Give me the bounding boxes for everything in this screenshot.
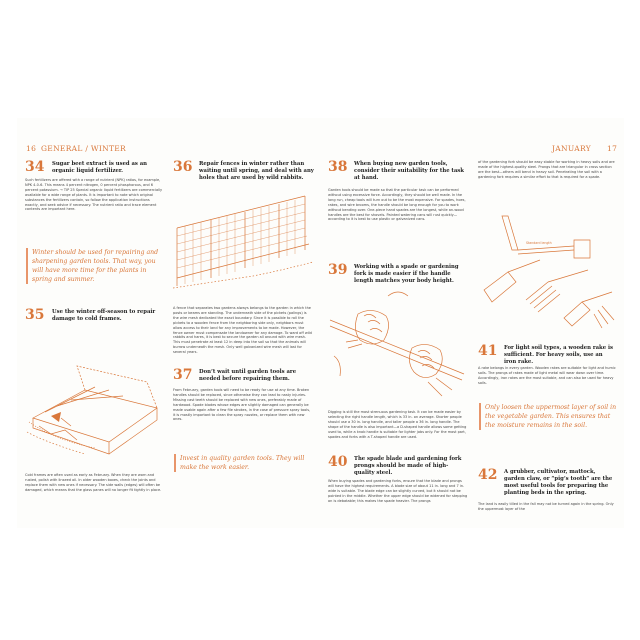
tip-34-headline: Sugar beet extract is used as an organic liquid fertilizer.	[52, 161, 148, 174]
tip-42-body: The land is easily tilled in the fall may not be turned again in the spring. Only the uppermost layer of the	[478, 502, 614, 511]
section-header-left: GENERAL / WINTER	[41, 144, 126, 153]
tip-40-number: 40	[328, 454, 348, 470]
tip-39-body: Digging is still the most strenuous gardening task. It can be made easier by selecting the right handle length, which is 33 in. on average. Shorter people should use a 30 in. long handle, and taller people a 36 in. long handle. The shape of the handle is also important—a D-shaped handle allows some getting used to, while a knob handle is suitable for lighter jobs only. For the most part, spades and forks with a T-shaped handle are used.	[328, 410, 467, 439]
hands-on-handle-illustration	[328, 286, 468, 406]
left-page	[17, 118, 320, 528]
tip-41-number: 41	[478, 343, 498, 359]
tip-35-number: 35	[25, 307, 45, 323]
section-header-right: JANUARY	[552, 144, 591, 153]
fence-illustration	[173, 188, 313, 298]
tip-39-headline: Working with a spade or gardening fork is made easier if the handle length matches your body height.	[354, 264, 459, 284]
tip-40-body: When buying spades and gardening forks, ensure that the blade and prongs will have the highest requirements. A blade size of about 11 in. long and 7 in. wide is suitable. The blade edge can be slightly curved, but it should not be pointed in the middle. Whether the upper edge should be widened for stepping on is debatable; this makes the spade heavier. The prongs	[328, 479, 468, 503]
tip-35-body: Cold frames are often used as early as February. When they are worn and rusted, polish with linseed oil. In older wooden boxes, check the joints and replace them with new ones if necessary. The side walls (edges) will often be damaged, which means that the glass panes will no longer fit tightly in place.	[25, 473, 162, 492]
tip-42-number: 42	[478, 467, 498, 483]
tip-36-number: 36	[173, 159, 193, 175]
callout-loosen-soil: Only loosen the uppermost layer of soil in the vegetable garden. This ensures that the moisture remains in the soil.	[479, 403, 617, 430]
tip-40-continued-text: of the gardening fork should be easy stable for working in heavy soils and are made of the highest-quality steel. Prongs that are triangular in cross section are the best—others will bend in heavy soil. Penetrating the soil with a gardening fork requires a similar effort to that is required for a spade.	[478, 160, 615, 179]
tip-35-headline: Use the winter off-season to repair damage to cold frames.	[52, 309, 156, 322]
tip-40-headline: The spade blade and gardening fork prongs should be made of high-quality steel.	[354, 456, 462, 476]
tip-38-number: 38	[328, 159, 348, 175]
tip-36-headline: Repair fences in winter rather than waiting until spring, and deal with any holes that are used by wild rabbits.	[199, 161, 314, 181]
tip-34-body: Such fertilizers are offered with a range of nutrient (NPK) ratios, for example, NPK 4-0-6. This means 4 percent nitrogen, 0 percent phosphorous, and 6 percent potassium. → TIP 25 Special organic liquid fertilizers are commercially available for a wide range of plants. It is important to note which original substances the fertilizers contain, so follow the application instructions exactly, and seek advice if necessary. The nutrient ratio and trace element contents are important here.	[25, 178, 163, 212]
page-number-left: 16	[26, 144, 37, 153]
cold-frame-illustration	[25, 330, 165, 460]
tip-39-number: 39	[328, 262, 348, 278]
tip-38-headline: When buying new garden tools, consider their suitability for the task at hand.	[354, 161, 464, 181]
tip-34-number: 34	[25, 159, 45, 175]
tip-37-body: From February, garden tools will need to be ready for use at any time. Broken handles should be replaced, since otherwise they can lead to nasty injuries. Missing cast teeth should be replaced with new ones, preferably made of hardwood. Spade blades whose edges are slightly damaged can generally be made usable again after a few file strokes, in the case of pressure spray tools, it is mostly important to clean the spray nozzles, or replace them with new ones.	[173, 388, 311, 422]
tip-38-body: Garden tools should be made so that the particular task can be performed without using excessive force. Accordingly, they should be well made. In the long run, cheap tools will turn out to be the most expensive. For spades, hoes, rakes, and wire brooms, the handle should be long enough for you to work without bending over. One-piece hand spades are the longest, while an-wood handles are the best for shovels. Painted watering cans will rust quickly—according to it is best to use plastic or galvanized cans.	[328, 188, 466, 222]
callout-quality-tools: Invest in quality garden tools. They will make the work easier.	[174, 454, 312, 472]
tip-41-headline: For light soil types, a wooden rake is sufficient. For heavy soils, use an iron rake.	[504, 345, 613, 365]
callout-winter-tools: Winter should be used for repairing and sharpening garden tools. That way, you will have more time for the plants in spring and summer.	[26, 248, 160, 284]
tip-41-body: A rake belongs in every garden. Wooden rakes are suitable for light and humic soils. The prongs of rakes made of light metal will wear down over time. Accordingly, iron rakes are the most suitable, and can also be used for heavy soils.	[478, 366, 616, 385]
page-number-right: 17	[607, 144, 618, 153]
tip-37-number: 37	[173, 367, 193, 383]
right-page	[320, 118, 624, 528]
tip-42-headline: A grubber, cultivator, mattock, garden claw, or “pig’s tooth” are the most useful tools for preparing the planting beds in the spring.	[504, 469, 613, 496]
tip-36-body: A fence that separates two gardens always belongs to the garden in which the posts or beams are standing. The underneath side of the pickets (palings) is the wire mesh dedicated the exact boundary. Since it is possible to roll the pickets to a wooden fence from the neighboring side only, neighbors must allow access to their land for any improvements to be made. However, the fence owner must compensate the landowner for any damage. To ward off wild rabbits and hares, it is best to secure the garden all around with wire mesh. This must penetrate at least 12 in deep into the soil so that the animals will burrow underneath the mesh. Only well galvanized wire mesh will last for several years.	[173, 306, 312, 355]
standard-length-label: Standard length	[526, 241, 552, 245]
spade-and-fork-illustration	[478, 210, 618, 335]
tip-37-headline: Don’t wait until garden tools are needed before repairing them.	[199, 369, 297, 382]
